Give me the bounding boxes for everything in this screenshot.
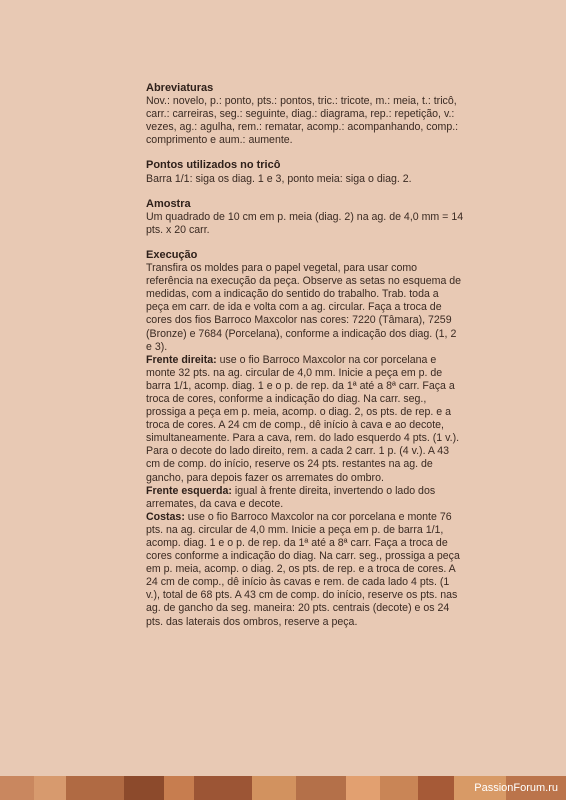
section-title: Pontos utilizados no tricô [146, 159, 281, 172]
section-text: Transfira os moldes para o papel vegetal, para usar como referência na execução da peça. Observe as setas no esquema de medidas, com a indicação do sentido do trabalho. Trab. toda a peça em carr. de ida e volta com a ag. circular. Faça a troca de cores dos fios Barroco Maxcolor nas cores: 7220 (Tâmara), 7259 (Bronze) e 7684 (Porcelana), conforme a indicação dos diag. (1, 2 e 3). [146, 262, 462, 353]
section-title: Abreviaturas [146, 82, 214, 94]
section-abreviaturas [146, 82, 464, 147]
stripe-segment [66, 776, 124, 800]
section-text: Nov.: novelo, p.: ponto, pts.: pontos, tric.: tricote, m.: meia, t.: tricô, carr.: carreiras, seg.: seguinte, diag.: diagrama, rep.: repetição, v.: vezes, ag.: agulha, rem.: rematar, acomp.: acompanhando, comp.: comprimento e aum.: aumente. [146, 95, 459, 147]
stripe-segment [194, 776, 252, 800]
watermark: PassionForum.ru [474, 782, 558, 794]
document-body [146, 82, 464, 641]
run-in-heading: Costas: [146, 510, 185, 523]
stripe-segment [124, 776, 164, 800]
run-in-heading: Frente esquerda: [146, 484, 232, 497]
paragraph-frente-direita [146, 354, 464, 485]
paragraph-text: use o fio Barroco Maxcolor na cor porcelana e monte 76 pts. na ag. circular de 4,0 mm. Inicie a peça em p. de barra 1/1, acomp. diag. 1 e o p. de rep. da 1ª até a 8ª carr. Faça a troca de cores conforme a indicação do diag. Na carr. seg., prossiga a peça em p. meia, acomp. o diag. 2, os pts. de rep. e a troca de cores. A 24 cm de comp., dê início às cavas e rem. de cada lado 4 pts. (1 v.), total de 68 pts. A 43 cm de comp. do início, reserve os pts. nas ag. de gancho da seg. maneira: 20 pts. centrais (decote) e os 24 pts. das laterais dos ombros, reserve a peça. [146, 510, 460, 628]
run-in-heading: Frente direita: [146, 353, 217, 366]
paragraph-text: use o fio Barroco Maxcolor na cor porcelana e monte 32 pts. na ag. circular de 4,0 mm. Inicie a peça em p. de barra 1/1, acomp. diag. 1 e o p. de rep. da 1ª até a 8ª carr. Faça a troca de cores, conforme a indicação do diag. Na carr. seg., prossiga a peça em p. meia, acomp. o diag. 2, os pts. de rep. e a troca de cores. A 24 cm de comp., dê início à cava e ao decote, simultaneamente. Para a cava, rem. do lado esquerdo 4 pts. (1 v.). Para o decote do lado direito, rem. a cada 2 carr. 1 p. (4 v.). A 43 cm de comp. do início, reserve os 24 pts. restantes na ag. de gancho, para depois fazer os arremates do ombro. [146, 353, 460, 484]
section-text: Um quadrado de 10 cm em p. meia (diag. 2) na ag. de 4,0 mm = 14 pts. x 20 carr. [146, 210, 464, 236]
stripe-segment [418, 776, 454, 800]
section-title: Execução [146, 248, 198, 261]
section-title: Amostra [146, 197, 191, 210]
stripe-segment [380, 776, 418, 800]
section-text: Barra 1/1: siga os diag. 1 e 3, ponto meia: siga o diag. 2. [146, 172, 412, 185]
section-amostra [146, 198, 464, 237]
section-pontos [146, 159, 464, 185]
stripe-segment [34, 776, 66, 800]
stripe-segment [346, 776, 380, 800]
stripe-segment [0, 776, 34, 800]
paragraph-frente-esquerda [146, 485, 464, 511]
stripe-segment [252, 776, 296, 800]
stripe-segment [296, 776, 346, 800]
stripe-segment [164, 776, 194, 800]
section-execucao [146, 249, 464, 629]
paragraph-costas [146, 511, 464, 629]
paragraph-text: igual à frente direita, invertendo o lado dos arremates, da cava e decote. [146, 484, 436, 510]
